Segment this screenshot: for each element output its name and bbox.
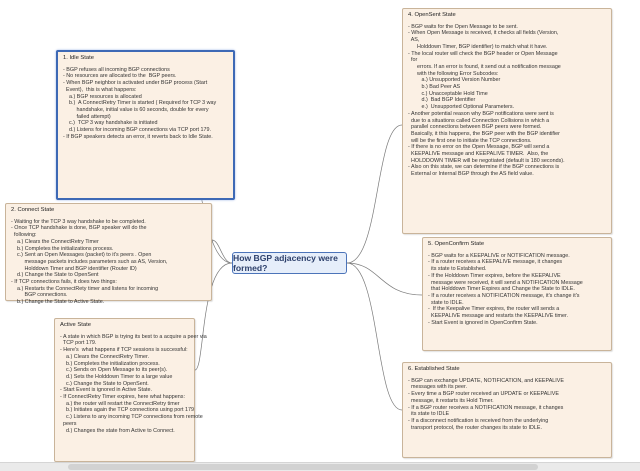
node-line: b.) A ConnectRetry Timer is started ( Required for TCP 3 way [63, 100, 217, 107]
node-line: KEEPALIVE message and KEEPALIVE TIMER. Also, the [408, 151, 549, 158]
node-line: - No resources are allocated to the BGP peers. [63, 73, 177, 80]
node-line: c.) Sends on Open Message to its peer(s). [60, 367, 168, 374]
node-openconfirm-state[interactable] [422, 237, 612, 351]
node-line: its state to IDLE [408, 411, 450, 418]
node-line: b.) Initiates again the TCP connections using port 179 [60, 407, 195, 414]
node-title: Active State [60, 322, 91, 328]
node-line: - If ConnectRetry Timer expires, here what happens: [60, 394, 185, 401]
node-body [11, 219, 206, 306]
node-line: c.) Change the State to OpenSent. [60, 380, 149, 387]
node-line: - Every time a BGP router received an UPDATE or KEEPALIVE [408, 391, 559, 398]
node-line: Holddown Timer, BGP identifier) to match what it have. [408, 43, 548, 50]
node-line: a.) the router will restart the ConnectRetry timer [60, 400, 180, 407]
link-opensent [347, 125, 402, 263]
node-established-state[interactable] [402, 362, 612, 458]
node-title: 4. OpenSent State [408, 12, 456, 18]
node-line: Holddown Timer and BGP identifier (Router ID) [11, 265, 137, 272]
node-line: External or Internal BGP through the AS field value. [408, 171, 534, 178]
node-line: peers [60, 420, 77, 427]
node-line: c.) Listens to any incoming TCP connections from remote [60, 414, 203, 421]
node-line: AS, [408, 37, 420, 44]
node-line: transport protocol, the router changes its state to IDLE. [408, 424, 542, 431]
node-line: Basically, it this happens, the BGP peer with the BGP identifier [408, 130, 560, 137]
node-line: for [408, 57, 418, 64]
node-title: 1. Idle State [63, 55, 94, 61]
node-body [63, 67, 228, 141]
node-line: errors. If an error is found, it send out a notification message [408, 63, 561, 70]
node-line: d.) Sets the Holddown Timer to a large value [60, 373, 173, 380]
node-opensent-state[interactable] [402, 8, 612, 234]
node-line: - BGP waits for a KEEPALIVE or NOTIFICATION message. [428, 252, 570, 259]
node-title: 2. Connect State [11, 207, 55, 213]
node-line: b.) Change the State to Active State. [11, 299, 105, 306]
node-line: due to a situations called Connection Collisions in which a [408, 117, 550, 124]
node-line: - BGP can exchange UPDATE, NOTIFICATION, and KEEPALIVE [408, 377, 564, 384]
node-line: a.) Clears the ConnectRetry Timer [11, 238, 99, 245]
node-line: failed attempt) [63, 113, 111, 120]
node-line: d.) Changes the state from Active to Connect. [60, 427, 175, 434]
node-line: c.) TCP 3 way handshake is initiated [63, 120, 158, 127]
node-line: c.) Sent an Open Messages (packet) to it's peers . Open [11, 252, 152, 259]
node-body [428, 253, 606, 327]
node-line: - If TCP connections fails, it does two things: [11, 279, 117, 286]
node-line: - If the Keepalive Timer expires, the router will sends a [428, 306, 560, 313]
node-line: - If BGP speakers detects an error, it reverts back to Idle State. [63, 133, 213, 140]
node-connect-state[interactable] [5, 203, 212, 306]
node-line: - Also on this state, we can determine if the BGP connections is [408, 164, 560, 171]
link-openconfirm [347, 263, 422, 295]
node-line: state to IDLE. [428, 299, 464, 306]
node-title: 6. Established State [408, 366, 460, 372]
node-line: - If a disconnect notification is received from the underlying [408, 417, 549, 424]
node-line: message packets includes parameters such as AS, Version, [11, 258, 168, 265]
node-line: - When Open Message is received, it checks all fields (Version, [408, 30, 559, 37]
central-topic[interactable]: How BGP adjacency were formed? [232, 252, 347, 274]
node-line: following: [11, 232, 37, 239]
node-line: KEEPALIVE message and restarts the KEEPALIVE timer. [428, 313, 569, 320]
scrollbar-thumb[interactable] [68, 464, 538, 470]
node-line: b.) Bad Peer AS [408, 84, 461, 91]
node-idle-state[interactable] [56, 50, 235, 200]
node-line: - Another potential reason why BGP notifications were sent is [408, 110, 554, 117]
node-line: b.) Completes the initializations process. [11, 245, 114, 252]
node-title: 5. OpenConfirm State [428, 241, 485, 247]
node-line: - Start Event is ignored in OpenConfirm State. [428, 319, 538, 326]
node-line: e.) Unsupported Optional Parameters. [408, 104, 515, 111]
node-line: - If the Holddown Timer expires, before the KEEPALIVE [428, 272, 561, 279]
node-active-state[interactable] [54, 318, 207, 462]
node-line: - When BGP neighbor is activated under BGP process (Start [63, 80, 208, 87]
node-line: Event), this is what happens: [63, 86, 137, 93]
node-line: - Once TCP handshake is done, BGP speaker will do the [11, 225, 147, 232]
node-line: a.) Restarts the ConnectRety timer and listens for incoming [11, 285, 159, 292]
node-line: - BGP waits for the Open Message to be sent. [408, 23, 518, 30]
node-line: - BGP refuses all incoming BGP connections [63, 66, 170, 73]
node-line: - Waiting for the TCP 3 way handshake to be completed. [11, 218, 146, 225]
node-line: a.) Unsupported Version Number [408, 77, 501, 84]
node-line: that Holddown Timer Expires and Change the State to IDLE. [428, 286, 575, 293]
link-established [347, 263, 402, 410]
node-line: d.) Bad BGP Identifier [408, 97, 476, 104]
node-line: - Here's what happens if TCP sessions is successful: [60, 347, 188, 354]
node-line: messages with its peer. [408, 384, 468, 391]
node-line: - If a BGP router receives a NOTIFICATION message, it changes [408, 404, 564, 411]
node-line: - If a router receives a KEEPALIVE message, it changes [428, 259, 563, 266]
node-line: d.) Change the State to OpenSent [11, 272, 99, 279]
node-line: d.) Listens for incoming BGP connections via TCP port 179. [63, 127, 212, 134]
node-line: - If a router receives a NOTIFICATION message, it's change it's [428, 292, 580, 299]
link-connect [212, 240, 232, 263]
node-line: - A state in which BGP is trying its best to a acquire a peer via [60, 333, 207, 340]
node-line: message were received, it will send a NOTIFICATION Message [428, 279, 583, 286]
node-line: handshake, initial value is 60 seconds, double for every [63, 106, 209, 113]
node-line: parallel connections between BGP peers were formed. [408, 124, 542, 131]
node-line: with the following Error Subcodes: [408, 70, 499, 77]
node-line: - If there is no error on the Open Message, BGP will send a [408, 144, 550, 151]
node-line: c.) Unacceptable Hold Time [408, 90, 488, 97]
node-line: - The local router will check the BGP header or Open Message [408, 50, 558, 57]
node-body [408, 378, 606, 432]
node-line: a.) BGP resources is allocated [63, 93, 142, 100]
node-line: HOLDDOWN TIMER will be negotiated (default is 180 seconds). [408, 157, 565, 164]
node-line: its state to Established. [428, 266, 487, 273]
node-line: message, it restarts its Hold Timer. [408, 397, 494, 404]
node-line: BGP connections. [11, 292, 68, 299]
node-line: a.) Clears the ConnectRetry Timer. [60, 353, 149, 360]
node-line: b.) Completes the initialization process. [60, 360, 160, 367]
horizontal-scrollbar[interactable] [0, 462, 640, 471]
node-body [408, 24, 606, 178]
node-body [60, 333, 207, 435]
node-line: will be the first one to initiate the TCP connections. [408, 137, 532, 144]
node-line: TCP port 179. [60, 340, 97, 347]
node-line: - Start Event is ignored in Active State. [60, 387, 152, 394]
